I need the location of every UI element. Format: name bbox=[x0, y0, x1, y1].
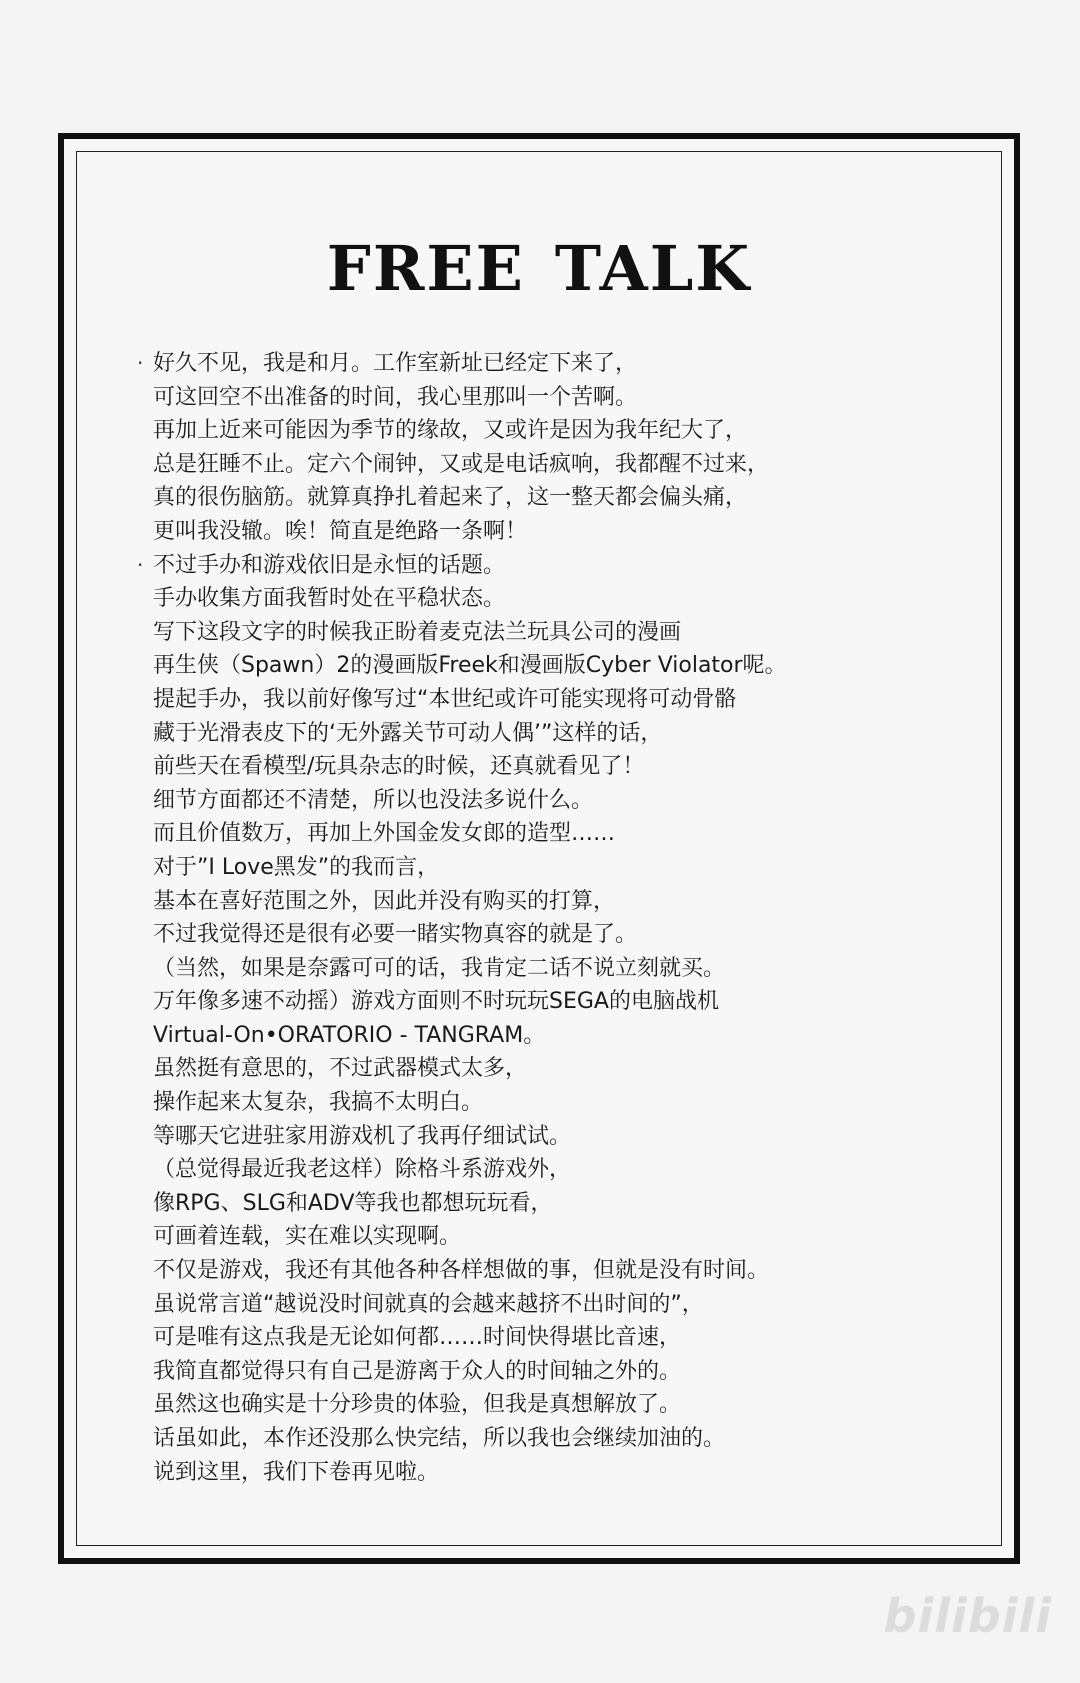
text-line-content: 虽然挺有意思的，不过武器模式太多， bbox=[153, 1056, 528, 1082]
text-line bbox=[137, 851, 967, 885]
bullet-dot: · bbox=[137, 552, 144, 577]
title-word-talk: TALK bbox=[554, 232, 752, 305]
text-line-content: 可是唯有这点我是无论如何都……时间快得堪比音速， bbox=[153, 1325, 682, 1351]
text-line bbox=[137, 1321, 967, 1355]
text-line-content: 更叫我没辙。唉！简直是绝路一条啊！ bbox=[153, 518, 528, 544]
text-line bbox=[137, 1422, 967, 1456]
text-line bbox=[137, 1388, 967, 1422]
text-line-content: 细节方面都还不清楚，所以也没法多说什么。 bbox=[153, 787, 594, 813]
text-line-content: 前些天在看模型/玩具杂志的时候，还真就看见了！ bbox=[153, 754, 645, 780]
text-line-content: 提起手办，我以前好像写过“本世纪或许可能实现将可动骨骼 bbox=[153, 686, 737, 712]
text-line bbox=[137, 952, 967, 986]
text-line bbox=[137, 1120, 967, 1154]
text-line bbox=[137, 784, 967, 818]
text-line bbox=[137, 750, 967, 784]
text-line-content: 虽然这也确实是十分珍贵的体验，但我是真想解放了。 bbox=[153, 1392, 682, 1418]
text-line-content: 好久不见，我是和月。工作室新址已经定下来了， bbox=[153, 351, 638, 376]
bilibili-watermark-logo: bilibili bbox=[883, 1589, 1052, 1643]
text-line bbox=[137, 381, 967, 415]
text-line-content: （当然，如果是奈露可可的话，我肯定二话不说立刻就买。 bbox=[153, 955, 726, 981]
text-line bbox=[137, 885, 967, 919]
text-line bbox=[137, 616, 967, 650]
text-line-content: Virtual-On•ORATORIO - TANGRAM。 bbox=[153, 1022, 546, 1048]
bullet-dot: · bbox=[137, 351, 144, 375]
text-line-content: 而且价值数万，再加上外国金发女郎的造型…… bbox=[153, 821, 616, 847]
text-line-content: 我简直都觉得只有自己是游离于众人的时间轴之外的。 bbox=[153, 1358, 682, 1384]
text-line-content: 手办收集方面我暂时处在平稳状态。 bbox=[153, 586, 506, 612]
text-line bbox=[137, 683, 967, 717]
free-talk-body bbox=[137, 347, 967, 1489]
text-line bbox=[137, 1288, 967, 1322]
page-border-inner bbox=[76, 151, 1002, 1546]
text-line bbox=[137, 717, 967, 751]
text-line-content: 等哪天它进驻家用游戏机了我再仔细试试。 bbox=[153, 1123, 572, 1149]
text-line bbox=[137, 1456, 967, 1490]
text-line-content: 像RPG、SLG和ADV等我也都想玩玩看， bbox=[153, 1190, 553, 1216]
page-border-outer bbox=[58, 133, 1020, 1564]
text-line-content: 万年像多速不动摇）游戏方面则不时玩玩SEGA的电脑战机 bbox=[153, 989, 719, 1015]
text-line bbox=[137, 414, 967, 448]
text-line bbox=[137, 1019, 967, 1053]
title-word-free: FREE bbox=[326, 232, 525, 305]
text-line bbox=[137, 649, 967, 683]
text-line-content: 对于”I Love黑发”的我而言， bbox=[153, 854, 440, 880]
text-line bbox=[137, 1052, 967, 1086]
text-line bbox=[137, 1153, 967, 1187]
text-line bbox=[137, 1355, 967, 1389]
text-line-content: 虽说常言道“越说没时间就真的会越来越挤不出时间的”， bbox=[153, 1291, 704, 1317]
text-line-content: 可这回空不出准备的时间，我心里那叫一个苦啊。 bbox=[153, 384, 638, 410]
text-line bbox=[137, 1086, 967, 1120]
text-line bbox=[137, 1187, 967, 1221]
text-line bbox=[137, 549, 967, 583]
text-line bbox=[137, 918, 967, 952]
text-line-content: 不过我觉得还是很有必要一睹实物真容的就是了。 bbox=[153, 922, 638, 948]
text-line-content: 可画着连载，实在难以实现啊。 bbox=[153, 1224, 462, 1250]
page-title bbox=[77, 232, 1001, 305]
text-line-content: 藏于光滑表皮下的‘无外露关节可动人偶’”这样的话， bbox=[153, 720, 663, 746]
text-line-content: 真的很伤脑筋。就算真挣扎着起来了，这一整天都会偏头痛， bbox=[153, 485, 748, 511]
text-line-content: 基本在喜好范围之外，因此并没有购买的打算， bbox=[153, 888, 616, 914]
text-line-content: 写下这段文字的时候我正盼着麦克法兰玩具公司的漫画 bbox=[153, 619, 682, 645]
text-line-content: 操作起来太复杂，我搞不太明白。 bbox=[153, 1090, 484, 1116]
text-line bbox=[137, 1220, 967, 1254]
text-line bbox=[137, 985, 967, 1019]
text-line bbox=[137, 1254, 967, 1288]
text-line bbox=[137, 448, 967, 482]
text-line bbox=[137, 347, 967, 381]
text-line-content: 再生侠（Spawn）2的漫画版Freek和漫画版Cyber Violator呢。 bbox=[153, 653, 787, 679]
text-line-content: 不仅是游戏，我还有其他各种各样想做的事，但就是没有时间。 bbox=[153, 1258, 770, 1284]
text-line-content: 总是狂睡不止。定六个闹钟，又或是电话疯响，我都醒不过来， bbox=[153, 451, 770, 477]
text-line-content: 再加上近来可能因为季节的缘故，又或许是因为我年纪大了， bbox=[153, 418, 748, 444]
text-line bbox=[137, 515, 967, 549]
text-line-content: 不过手办和游戏依旧是永恒的话题。 bbox=[153, 552, 506, 578]
text-line bbox=[137, 481, 967, 515]
text-line bbox=[137, 582, 967, 616]
text-line-content: 说到这里，我们下卷再见啦。 bbox=[153, 1459, 440, 1485]
text-line-content: （总觉得最近我老这样）除格斗系游戏外， bbox=[153, 1157, 572, 1183]
text-line-content: 话虽如此，本作还没那么快完结，所以我也会继续加油的。 bbox=[153, 1426, 726, 1451]
text-line bbox=[137, 817, 967, 851]
